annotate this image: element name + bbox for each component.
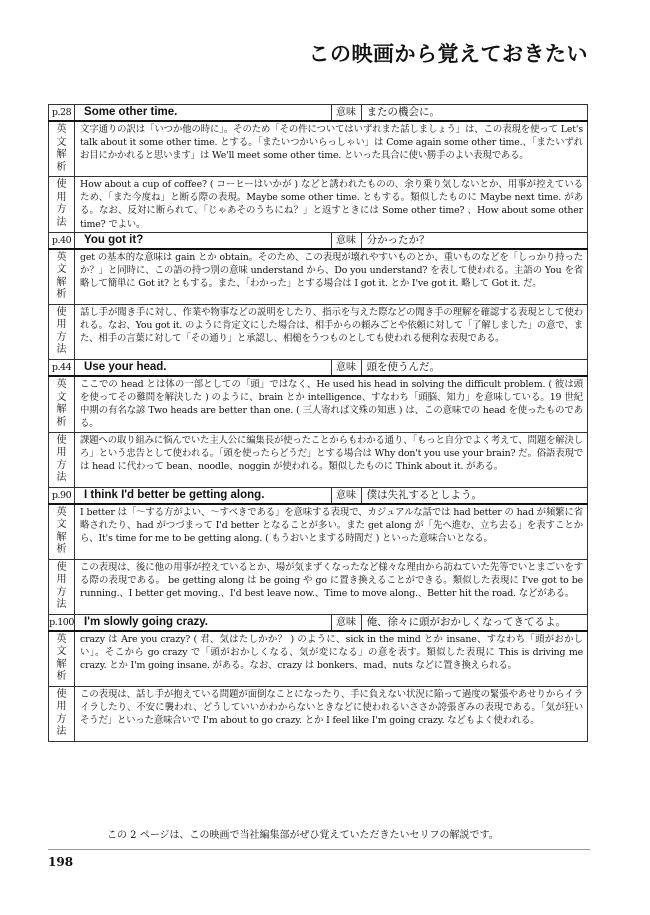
usage-label-char: 用: [56, 574, 67, 586]
phrase: Use your head.: [75, 359, 331, 376]
usage-label-char: 使: [56, 306, 67, 318]
explanation-label-char: 英: [56, 124, 67, 135]
explanation-label-char: 英: [56, 633, 67, 645]
usage-text: 課題への取り組みに悩んでいた主人公に編集長が使ったことからもわかる通り、「もっと自分でよく考えて、問題を解決しろ」という忠告として使われる。「頭を使ったらどうだ」とする場合は Why don't you use your brain? だ。俗語表現では head に代わって bean、noodle、noggin が使われる。類似したものに Think about it. がある。: [75, 432, 588, 487]
phrase: I think I'd better be getting along.: [75, 487, 331, 504]
phrase-table: [48, 104, 588, 742]
usage-label-char: 方: [56, 204, 67, 216]
usage-row: [49, 686, 588, 741]
usage-label-char: 方: [56, 331, 67, 343]
page-ref: p.100: [49, 614, 75, 631]
explanation-text: get の基本的な意味は gain とか obtain。そのため、この表現が壊れやすいものとか、重いものなどを「しっかり持ったか？」と同時に、この語の持つ別の意味 understand から、Do you understand? を表して使われる。主語の You を省略して簡単に Got it? ともする。また、「わかった」とする場合は I got it. とか I've got it. 略して Got it. だ。: [75, 249, 588, 305]
explanation-label-char: 文: [56, 391, 67, 403]
explanation-text: ここでの head とは体の一部としての「頭」ではなく、He used his head in solving the difficult problem. ( 彼は頭を使ってその難問を解決した ) のように、brain とか intelligence、すなわち「頭脳、知力」を意味している。19 世紀中期の有名な諺 Two heads are better than one. ( 三人寄れば文殊の知恵 ) は、この意味での head を使ったものである。: [75, 376, 588, 432]
usage-label: [49, 177, 75, 233]
usage-text: How about a cup of coffee? ( コーヒーはいかが ) などと誘われたものの、余り乗り気しないとか、用事が控えているため、「また今度ね」と断る際の表現。Maybe some other time. ともする。類似したものに Maybe next time. がある。なお、反対に断られて、「じゃあそのうちにね？」と返すときには Some other time? 、How about some other time? でよい。: [75, 177, 588, 233]
usage-label-char: 使: [56, 434, 67, 446]
explanation-label-char: 析: [56, 161, 67, 173]
entry-header-row: [49, 105, 588, 122]
explanation-label-char: 文: [56, 136, 67, 148]
page-ref: p.40: [49, 232, 75, 249]
explanation-label-char: 文: [56, 519, 67, 531]
usage-row: [49, 559, 588, 614]
usage-label-char: 法: [56, 472, 67, 484]
explanation-label-char: 解: [56, 658, 67, 670]
usage-label-char: 方: [56, 713, 67, 725]
usage-label-char: 方: [56, 459, 67, 471]
explanation-label-char: 英: [56, 379, 67, 391]
usage-label-char: 使: [56, 561, 67, 573]
usage-row: [49, 177, 588, 233]
usage-row: [49, 304, 588, 359]
explanation-row: [49, 376, 588, 432]
page-ref: p.90: [49, 487, 75, 504]
explanation-label-char: 析: [56, 544, 67, 556]
divider: [48, 849, 590, 850]
usage-label-char: 法: [56, 599, 67, 611]
explanation-row: [49, 249, 588, 305]
explanation-text: I better は「～する方がよい、～すべきである」を意味する表現で、カジュアルな話では had better の had が頻繁に省略されたり、had がつづまって I'd better となることが多い。また get along が「先へ進む、立ち去る」を表すことから、It's time for me to be getting along. ( もうおいとまする時間だ ) といった意味合いとなる。: [75, 504, 588, 560]
usage-label-char: 用: [56, 447, 67, 459]
page-ref: p.28: [49, 105, 75, 122]
entry-header-row: [49, 614, 588, 631]
entry-header-row: [49, 359, 588, 376]
usage-label-char: 使: [56, 179, 67, 191]
explanation-label-char: 解: [56, 276, 67, 288]
page-title: この映画から覚えておきたい: [308, 41, 588, 66]
meaning: 分かったか？: [361, 232, 587, 249]
explanation-label-char: 析: [56, 671, 67, 683]
meaning-label: 意味: [331, 487, 361, 504]
explanation-text: 文字通りの訳は「いつか他の時に」。そのため「その件についてはいずれまた話しましょう」は、この表現を使って Let's talk about it some other time. とする。「またいつかいらっしゃい」は Come again some other time.、「またいずれお目にかかれると思います」は We'll meet some other time. といった具合に使い勝手のよい表現である。: [75, 121, 588, 177]
explanation-row: [49, 504, 588, 560]
meaning-label: 意味: [331, 614, 361, 631]
meaning: 僕は失礼するとしよう。: [361, 487, 587, 504]
explanation-label-char: 解: [56, 149, 67, 160]
phrase: Some other time.: [75, 105, 331, 122]
usage-row: [49, 432, 588, 487]
explanation-label-char: 英: [56, 506, 67, 518]
page-ref: p.44: [49, 359, 75, 376]
explanation-label: [49, 631, 75, 687]
usage-label-char: 法: [56, 216, 67, 228]
explanation-label: [49, 376, 75, 432]
meaning: 頭を使うんだ。: [361, 359, 587, 376]
explanation-label: [49, 504, 75, 560]
usage-label-char: 方: [56, 586, 67, 598]
page-number: 198: [48, 855, 74, 869]
usage-text: この表現は、後に他の用事が控えているとか、場が気まずくなったなど様々な理由から訪ねていた先等でいとまごいをする際の表現である。 be getting along は be going や go に置き換えることができる。類似した表現に I've got to be running.、I better get moving.、I'd best leave now.、Time to move along.、Better hit the road. などがある。: [75, 559, 588, 614]
meaning-label: 意味: [331, 359, 361, 376]
usage-text: 話し手が聞き手に対し、作業や物事などの説明をしたり、指示を与えた際などの聞き手の理解を確認する表現として使われる。なお、You got it. のように肯定文にした場合は、相手からの頼みごとや依頼に対して「了解しました」の意で、また、相手の言葉に対して「その通り」と承認し、相槌をうつものとしても使われる便利な表現である。: [75, 304, 588, 359]
explanation-label-char: 解: [56, 531, 67, 543]
explanation-row: [49, 121, 588, 177]
usage-label: [49, 432, 75, 487]
usage-label-char: 使: [56, 688, 67, 700]
usage-text: この表現は、話し手が抱えている問題が面倒なことになったり、手に負えない状況に陥って過度の緊張やあせりからイライラしたり、不安に襲われ、どうしていいかわからないときなどに使われるいささか誇張ぎみの表現である。「気が狂いそうだ」といった意味合いで I'm about to go crazy. とか I feel like I'm going crazy. などもよく使われる。: [75, 686, 588, 741]
usage-label: [49, 686, 75, 741]
meaning: 俺、徐々に頭がおかしくなってきてるよ。: [361, 614, 587, 631]
explanation-row: [49, 631, 588, 687]
entry-header-row: [49, 487, 588, 504]
meaning-label: 意味: [331, 232, 361, 249]
usage-label: [49, 304, 75, 359]
explanation-label: [49, 249, 75, 305]
explanation-label: [49, 121, 75, 177]
usage-label-char: 用: [56, 319, 67, 331]
usage-label-char: 用: [56, 701, 67, 713]
explanation-label-char: 文: [56, 646, 67, 658]
meaning-label: 意味: [331, 105, 361, 122]
usage-label: [49, 559, 75, 614]
explanation-label-char: 析: [56, 289, 67, 301]
phrase: You got it?: [75, 232, 331, 249]
usage-label-char: 用: [56, 191, 67, 203]
explanation-label-char: 析: [56, 416, 67, 428]
meaning: またの機会に。: [361, 105, 587, 122]
footnote: この 2 ページは、この映画で当社編集部がぜひ覚えていただきたいセリフの解説です。: [107, 830, 499, 841]
entry-header-row: [49, 232, 588, 249]
explanation-label-char: 英: [56, 251, 67, 263]
explanation-label-char: 解: [56, 404, 67, 416]
usage-label-char: 法: [56, 726, 67, 738]
explanation-label-char: 文: [56, 264, 67, 276]
usage-label-char: 法: [56, 344, 67, 356]
phrase: I'm slowly going crazy.: [75, 614, 331, 631]
explanation-text: crazy は Are you crazy? ( 君、気はたしかか？ ) のように、sick in the mind とか insane、すなわち「頭がおかしい」。そこから go crazy で「頭がおかしくなる、気が変になる」の意を表す。類似した表現に This is driving me crazy. とか I'm going insane. がある。なお、crazy は bonkers、mad、nuts などに置き換えられる。: [75, 631, 588, 687]
